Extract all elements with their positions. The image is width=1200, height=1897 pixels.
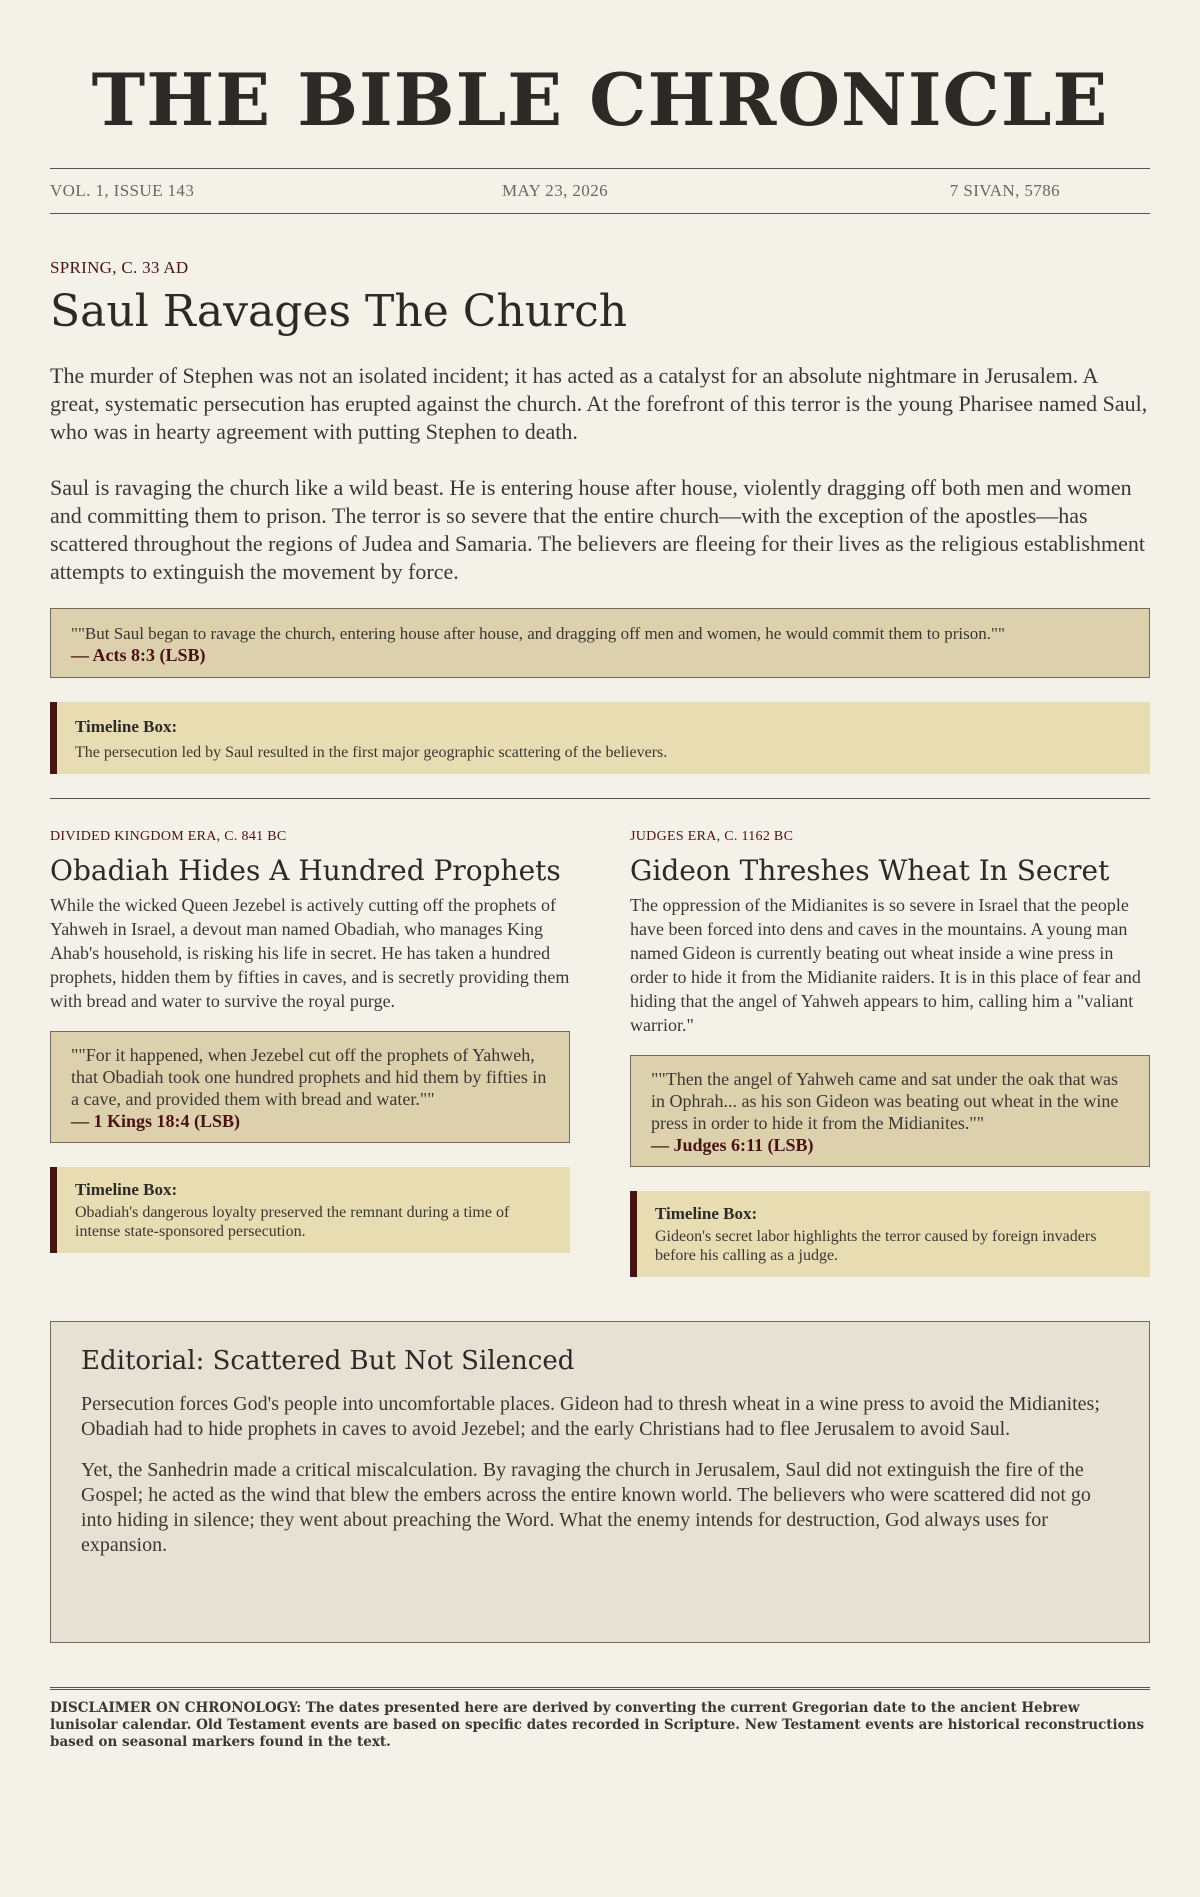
- secondary-articles: [50, 829, 1150, 1277]
- timeline-label: Timeline Box:: [655, 1204, 758, 1223]
- footer: [50, 1687, 1150, 1751]
- editorial-box: [50, 1321, 1150, 1643]
- chronology-disclaimer: DISCLAIMER ON CHRONOLOGY: The dates presented here are derived by converting the current Gregorian date to the ancient Hebrew lunisolar calendar. Old Testament events are based on specific dates recorded in Scripture. New Testament events are historical reconstructions based on seasonal markers found in the text.: [50, 1700, 1145, 1750]
- article-era-label: DIVIDED KINGDOM ERA, C. 841 BC: [50, 829, 287, 844]
- newspaper-page: [50, 0, 1150, 1751]
- quote-text: ""For it happened, when Jezebel cut off the prophets of Yahweh, that Obadiah took one hundred prophets and hid them by fifties in a cave, and provided them with bread and water."": [71, 1045, 547, 1109]
- article-headline: Obadiah Hides A Hundred Prophets: [50, 854, 561, 887]
- issue-date: MAY 23, 2026: [501, 181, 609, 200]
- timeline-text: The persecution led by Saul resulted in the first major geographic scattering of the believers.: [75, 744, 668, 761]
- article-headline: Gideon Threshes Wheat In Secret: [630, 854, 1110, 887]
- quote-text: ""Then the angel of Yahweh came and sat under the oak that was in Ophrah... as his son Gideon was beating out wheat in the wine press in order to hide it from the Midianites."": [651, 1069, 1119, 1133]
- quote-text: ""But Saul began to ravage the church, entering house after house, and dragging off men and women, he would commit them to prison."": [71, 624, 1005, 643]
- timeline-label: Timeline Box:: [75, 717, 178, 736]
- article-obadiah: [50, 829, 570, 1277]
- masthead: [50, 52, 1150, 214]
- section-divider: [50, 798, 1150, 799]
- masthead-title: THE BIBLE CHRONICLE: [91, 57, 1109, 142]
- quote-reference: — Judges 6:11 (LSB): [651, 1135, 814, 1155]
- lead-paragraph: Saul is ravaging the church like a wild beast. He is entering house after house, violently dragging off both men and women and committing them to prison. The terror is so severe that the entire church—with the exception of the apostles—has scattered throughout the regions of Judea and Samaria. The believers are fleeing for their lives as the religious establishment attempts to extinguish the movement by force.: [50, 475, 1145, 584]
- timeline-box: [50, 1167, 570, 1253]
- editorial-title: Editorial: Scattered But Not Silenced: [81, 1346, 575, 1376]
- timeline-text: Obadiah's dangerous loyalty preserved the remnant during a time of intense state-sponsored persecution.: [75, 1204, 510, 1240]
- scripture-quote: [50, 608, 1150, 678]
- timeline-box: [630, 1191, 1150, 1277]
- timeline-label: Timeline Box:: [75, 1180, 178, 1199]
- quote-reference: — Acts 8:3 (LSB): [71, 645, 206, 665]
- lead-headline: Saul Ravages The Church: [50, 286, 628, 337]
- issue-hebrew-date: 7 SIVAN, 5786: [949, 181, 1061, 200]
- article-era-label: JUDGES ERA, C. 1162 BC: [630, 829, 794, 844]
- timeline-text: Gideon's secret labor highlights the terror caused by foreign invaders before his calling as a judge.: [655, 1228, 1097, 1264]
- issue-info-bar: [50, 168, 1150, 214]
- lead-body: [50, 362, 1150, 586]
- editorial-paragraph: Persecution forces God's people into uncomfortable places. Gideon had to thresh wheat in a wine press to avoid the Midianites; Obadiah had to hide prophets in caves to avoid Jezebel; and the early Christians had to flee Jerusalem to avoid Saul.: [81, 1393, 1100, 1440]
- article-gideon: [630, 829, 1150, 1277]
- article-body: The oppression of the Midianites is so severe in Israel that the people have been forced into dens and caves in the mountains. A young man named Gideon is currently beating out wheat inside a wine press in order to hide it from the Midianite raiders. It is in this place of fear and hiding that the angel of Yahweh appears to him, calling him a "valiant warrior.": [630, 895, 1141, 1035]
- lead-paragraph: The murder of Stephen was not an isolated incident; it has acted as a catalyst for an absolute nightmare in Jerusalem. A great, systematic persecution has erupted against the church. At the forefront of this terror is the young Pharisee named Saul, who was in hearty agreement with putting Stephen to death.: [50, 363, 1148, 444]
- lead-article: [50, 258, 1150, 774]
- quote-reference: — 1 Kings 18:4 (LSB): [71, 1111, 241, 1131]
- timeline-box: [50, 702, 1150, 774]
- lead-era-label: SPRING, C. 33 AD: [50, 258, 189, 277]
- article-body: While the wicked Queen Jezebel is actively cutting off the prophets of Yahweh in Israel, a devout man named Obadiah, who manages King Ahab's household, is risking his life in secret. He has taken a hundred prophets, hidden them by fifties in caves, and is secretly providing them with bread and water to survive the royal purge.: [50, 895, 570, 1011]
- scripture-quote: [630, 1055, 1150, 1167]
- scripture-quote: [50, 1031, 570, 1143]
- issue-volume: VOL. 1, ISSUE 143: [50, 181, 195, 200]
- editorial-paragraph: Yet, the Sanhedrin made a critical miscalculation. By ravaging the church in Jerusalem, Saul did not extinguish the fire of the Gospel; he acted as the wind that blew the embers across the entire known world. The believers who were scattered did not go into hiding in silence; they went about preaching the Word. What the enemy intends for destruction, God always uses for expansion.: [81, 1459, 1091, 1556]
